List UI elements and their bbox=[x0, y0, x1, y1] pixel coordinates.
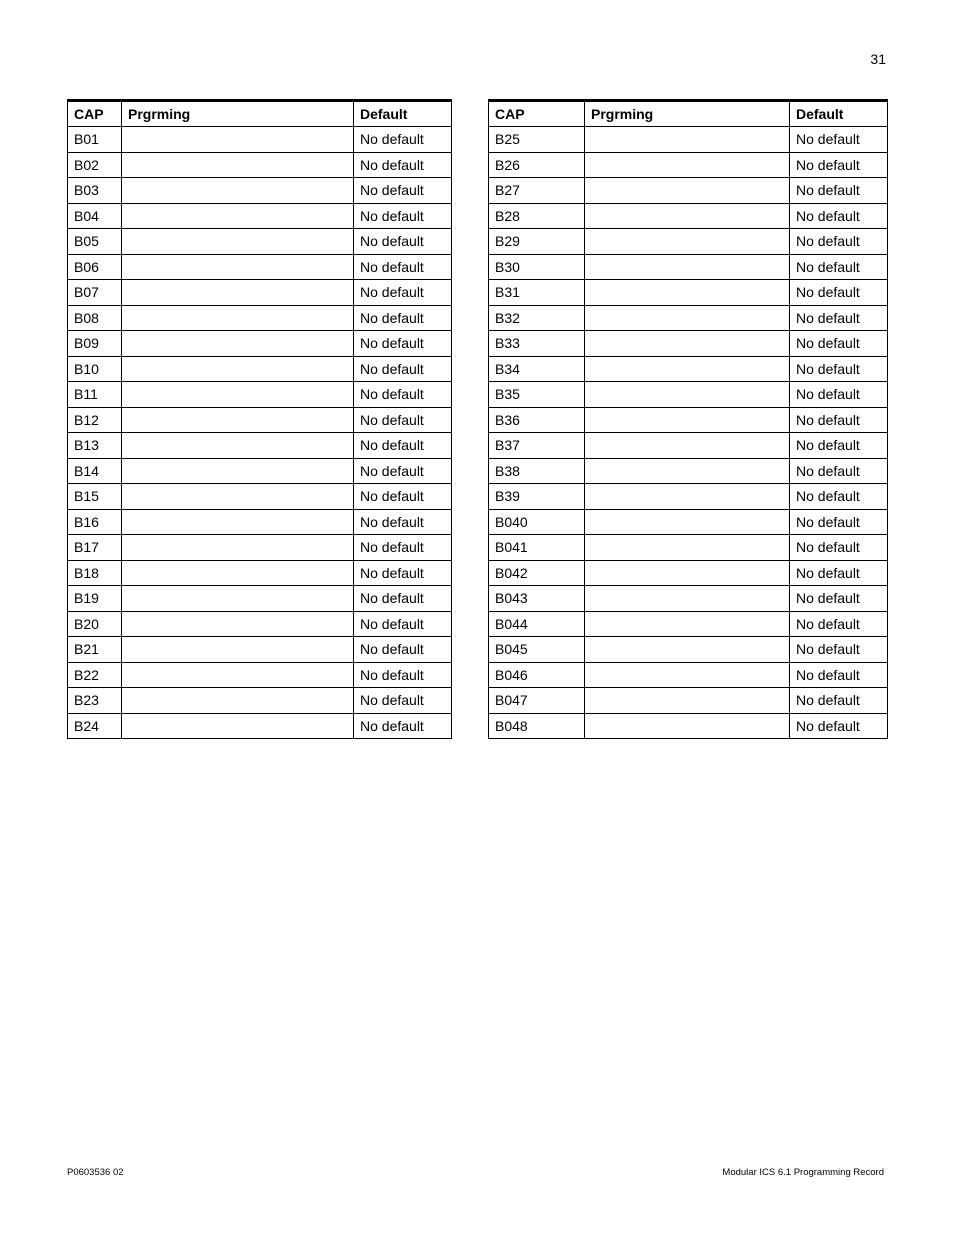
programming-cell[interactable] bbox=[122, 229, 354, 255]
default-cell: No default bbox=[790, 637, 888, 663]
default-cell: No default bbox=[354, 305, 452, 331]
cap-cell: B31 bbox=[489, 280, 585, 306]
cap-cell: B14 bbox=[68, 458, 122, 484]
cap-cell: B09 bbox=[68, 331, 122, 357]
cap-cell: B35 bbox=[489, 382, 585, 408]
default-cell: No default bbox=[354, 407, 452, 433]
programming-cell[interactable] bbox=[585, 127, 790, 153]
cap-cell: B26 bbox=[489, 152, 585, 178]
table-row bbox=[489, 280, 888, 306]
column-header-cap: CAP bbox=[68, 101, 122, 127]
cap-cell: B041 bbox=[489, 535, 585, 561]
programming-cell[interactable] bbox=[585, 509, 790, 535]
table-row bbox=[489, 203, 888, 229]
cap-cell: B10 bbox=[68, 356, 122, 382]
cap-cell: B08 bbox=[68, 305, 122, 331]
default-cell: No default bbox=[790, 254, 888, 280]
programming-cell[interactable] bbox=[585, 458, 790, 484]
cap-cell: B36 bbox=[489, 407, 585, 433]
table-row bbox=[68, 433, 452, 459]
programming-cell[interactable] bbox=[585, 611, 790, 637]
default-cell: No default bbox=[354, 254, 452, 280]
cap-cell: B34 bbox=[489, 356, 585, 382]
table-row bbox=[489, 484, 888, 510]
default-cell: No default bbox=[354, 586, 452, 612]
footer-doc-number: P0603536 02 bbox=[67, 1167, 124, 1178]
cap-cell: B20 bbox=[68, 611, 122, 637]
programming-cell[interactable] bbox=[122, 280, 354, 306]
cap-cell: B22 bbox=[68, 662, 122, 688]
programming-cell[interactable] bbox=[585, 662, 790, 688]
default-cell: No default bbox=[790, 484, 888, 510]
default-cell: No default bbox=[354, 560, 452, 586]
programming-cell[interactable] bbox=[122, 178, 354, 204]
cap-cell: B047 bbox=[489, 688, 585, 714]
cap-cell: B044 bbox=[489, 611, 585, 637]
default-cell: No default bbox=[790, 586, 888, 612]
column-header-programming: Prgrming bbox=[585, 101, 790, 127]
default-cell: No default bbox=[354, 458, 452, 484]
programming-cell[interactable] bbox=[122, 560, 354, 586]
column-header-default: Default bbox=[790, 101, 888, 127]
programming-cell[interactable] bbox=[122, 662, 354, 688]
programming-cell[interactable] bbox=[122, 127, 354, 153]
programming-cell[interactable] bbox=[585, 382, 790, 408]
table-row bbox=[68, 356, 452, 382]
programming-cell[interactable] bbox=[585, 203, 790, 229]
table-row bbox=[68, 535, 452, 561]
cap-cell: B37 bbox=[489, 433, 585, 459]
cap-cell: B06 bbox=[68, 254, 122, 280]
default-cell: No default bbox=[790, 331, 888, 357]
cap-cell: B29 bbox=[489, 229, 585, 255]
default-cell: No default bbox=[790, 458, 888, 484]
programming-cell[interactable] bbox=[122, 535, 354, 561]
table-row bbox=[68, 382, 452, 408]
table-row bbox=[68, 484, 452, 510]
table-row bbox=[68, 305, 452, 331]
default-cell: No default bbox=[790, 407, 888, 433]
table-row bbox=[68, 280, 452, 306]
table-row bbox=[489, 637, 888, 663]
cap-cell: B32 bbox=[489, 305, 585, 331]
programming-cell[interactable] bbox=[122, 586, 354, 612]
table-row bbox=[68, 254, 452, 280]
default-cell: No default bbox=[790, 560, 888, 586]
programming-cell[interactable] bbox=[122, 203, 354, 229]
programming-cell[interactable] bbox=[122, 356, 354, 382]
table-row bbox=[68, 611, 452, 637]
cap-cell: B25 bbox=[489, 127, 585, 153]
table-row bbox=[489, 560, 888, 586]
programming-cell[interactable] bbox=[122, 254, 354, 280]
table-row bbox=[489, 407, 888, 433]
programming-cell[interactable] bbox=[585, 178, 790, 204]
table-row bbox=[489, 229, 888, 255]
programming-cell[interactable] bbox=[122, 407, 354, 433]
programming-cell[interactable] bbox=[585, 254, 790, 280]
default-cell: No default bbox=[354, 688, 452, 714]
cap-cell: B17 bbox=[68, 535, 122, 561]
programming-cell[interactable] bbox=[122, 152, 354, 178]
table-row bbox=[68, 331, 452, 357]
cap-cell: B38 bbox=[489, 458, 585, 484]
default-cell: No default bbox=[354, 509, 452, 535]
default-cell: No default bbox=[354, 127, 452, 153]
table-row bbox=[68, 127, 452, 153]
programming-cell[interactable] bbox=[122, 484, 354, 510]
cap-table-right bbox=[488, 99, 888, 739]
programming-cell[interactable] bbox=[122, 458, 354, 484]
cap-cell: B30 bbox=[489, 254, 585, 280]
cap-cell: B11 bbox=[68, 382, 122, 408]
default-cell: No default bbox=[354, 356, 452, 382]
cap-cell: B046 bbox=[489, 662, 585, 688]
table-row bbox=[489, 458, 888, 484]
programming-cell[interactable] bbox=[585, 407, 790, 433]
default-cell: No default bbox=[354, 178, 452, 204]
table-row bbox=[489, 535, 888, 561]
programming-cell[interactable] bbox=[585, 433, 790, 459]
programming-cell[interactable] bbox=[585, 484, 790, 510]
table-row bbox=[68, 407, 452, 433]
cap-cell: B28 bbox=[489, 203, 585, 229]
table-row bbox=[489, 433, 888, 459]
footer-doc-title: Modular ICS 6.1 Programming Record bbox=[722, 1167, 884, 1178]
cap-cell: B33 bbox=[489, 331, 585, 357]
table-row bbox=[68, 662, 452, 688]
default-cell: No default bbox=[790, 662, 888, 688]
table-row bbox=[68, 688, 452, 714]
programming-cell[interactable] bbox=[585, 331, 790, 357]
programming-cell[interactable] bbox=[585, 356, 790, 382]
default-cell: No default bbox=[354, 382, 452, 408]
table-row bbox=[68, 458, 452, 484]
default-cell: No default bbox=[790, 509, 888, 535]
default-cell: No default bbox=[790, 280, 888, 306]
cap-cell: B043 bbox=[489, 586, 585, 612]
table-row bbox=[489, 178, 888, 204]
cap-cell: B24 bbox=[68, 713, 122, 739]
default-cell: No default bbox=[354, 280, 452, 306]
default-cell: No default bbox=[354, 152, 452, 178]
default-cell: No default bbox=[790, 305, 888, 331]
default-cell: No default bbox=[790, 356, 888, 382]
programming-cell[interactable] bbox=[122, 637, 354, 663]
programming-cell[interactable] bbox=[585, 713, 790, 739]
cap-cell: B27 bbox=[489, 178, 585, 204]
programming-cell[interactable] bbox=[585, 280, 790, 306]
programming-cell[interactable] bbox=[122, 509, 354, 535]
table-row bbox=[489, 331, 888, 357]
column-header-default: Default bbox=[354, 101, 452, 127]
default-cell: No default bbox=[354, 229, 452, 255]
table-row bbox=[489, 509, 888, 535]
default-cell: No default bbox=[790, 433, 888, 459]
table-header-row bbox=[68, 101, 452, 127]
programming-cell[interactable] bbox=[585, 535, 790, 561]
table-row bbox=[489, 713, 888, 739]
page-number: 31 bbox=[870, 51, 886, 67]
default-cell: No default bbox=[790, 127, 888, 153]
cap-cell: B048 bbox=[489, 713, 585, 739]
default-cell: No default bbox=[354, 713, 452, 739]
table-row bbox=[489, 662, 888, 688]
cap-cell: B21 bbox=[68, 637, 122, 663]
table-row bbox=[68, 509, 452, 535]
table-row bbox=[489, 356, 888, 382]
default-cell: No default bbox=[354, 484, 452, 510]
table-row bbox=[489, 382, 888, 408]
default-cell: No default bbox=[790, 229, 888, 255]
programming-cell[interactable] bbox=[585, 586, 790, 612]
table-row bbox=[489, 254, 888, 280]
table-row bbox=[489, 611, 888, 637]
programming-cell[interactable] bbox=[122, 331, 354, 357]
cap-cell: B12 bbox=[68, 407, 122, 433]
cap-cell: B13 bbox=[68, 433, 122, 459]
cap-cell: B18 bbox=[68, 560, 122, 586]
column-header-programming: Prgrming bbox=[122, 101, 354, 127]
programming-cell[interactable] bbox=[585, 560, 790, 586]
cap-cell: B045 bbox=[489, 637, 585, 663]
table-row bbox=[489, 586, 888, 612]
default-cell: No default bbox=[354, 433, 452, 459]
cap-cell: B23 bbox=[68, 688, 122, 714]
programming-cell[interactable] bbox=[122, 713, 354, 739]
programming-cell[interactable] bbox=[585, 229, 790, 255]
table-row bbox=[489, 152, 888, 178]
cap-cell: B04 bbox=[68, 203, 122, 229]
cap-cell: B15 bbox=[68, 484, 122, 510]
table-row bbox=[489, 127, 888, 153]
table-row bbox=[68, 713, 452, 739]
cap-table-left bbox=[67, 99, 452, 739]
default-cell: No default bbox=[790, 535, 888, 561]
cap-cell: B07 bbox=[68, 280, 122, 306]
cap-cell: B39 bbox=[489, 484, 585, 510]
default-cell: No default bbox=[354, 662, 452, 688]
programming-cell[interactable] bbox=[585, 305, 790, 331]
column-header-cap: CAP bbox=[489, 101, 585, 127]
default-cell: No default bbox=[790, 611, 888, 637]
programming-cell[interactable] bbox=[585, 688, 790, 714]
default-cell: No default bbox=[790, 203, 888, 229]
table-row bbox=[68, 560, 452, 586]
default-cell: No default bbox=[790, 382, 888, 408]
table-row bbox=[68, 178, 452, 204]
table-row bbox=[489, 305, 888, 331]
programming-cell[interactable] bbox=[122, 611, 354, 637]
table-header-row bbox=[489, 101, 888, 127]
default-cell: No default bbox=[790, 178, 888, 204]
cap-cell: B03 bbox=[68, 178, 122, 204]
default-cell: No default bbox=[354, 203, 452, 229]
table-row bbox=[489, 688, 888, 714]
programming-cell[interactable] bbox=[585, 152, 790, 178]
default-cell: No default bbox=[354, 637, 452, 663]
table-row bbox=[68, 203, 452, 229]
table-row bbox=[68, 586, 452, 612]
programming-cell[interactable] bbox=[122, 688, 354, 714]
default-cell: No default bbox=[354, 331, 452, 357]
cap-cell: B16 bbox=[68, 509, 122, 535]
cap-cell: B05 bbox=[68, 229, 122, 255]
programming-cell[interactable] bbox=[122, 382, 354, 408]
programming-cell[interactable] bbox=[122, 305, 354, 331]
programming-cell[interactable] bbox=[122, 433, 354, 459]
cap-cell: B02 bbox=[68, 152, 122, 178]
default-cell: No default bbox=[790, 152, 888, 178]
cap-cell: B19 bbox=[68, 586, 122, 612]
default-cell: No default bbox=[790, 688, 888, 714]
cap-cell: B01 bbox=[68, 127, 122, 153]
table-row bbox=[68, 229, 452, 255]
table-row bbox=[68, 152, 452, 178]
programming-cell[interactable] bbox=[585, 637, 790, 663]
default-cell: No default bbox=[354, 611, 452, 637]
default-cell: No default bbox=[790, 713, 888, 739]
default-cell: No default bbox=[354, 535, 452, 561]
cap-cell: B040 bbox=[489, 509, 585, 535]
cap-cell: B042 bbox=[489, 560, 585, 586]
table-row bbox=[68, 637, 452, 663]
